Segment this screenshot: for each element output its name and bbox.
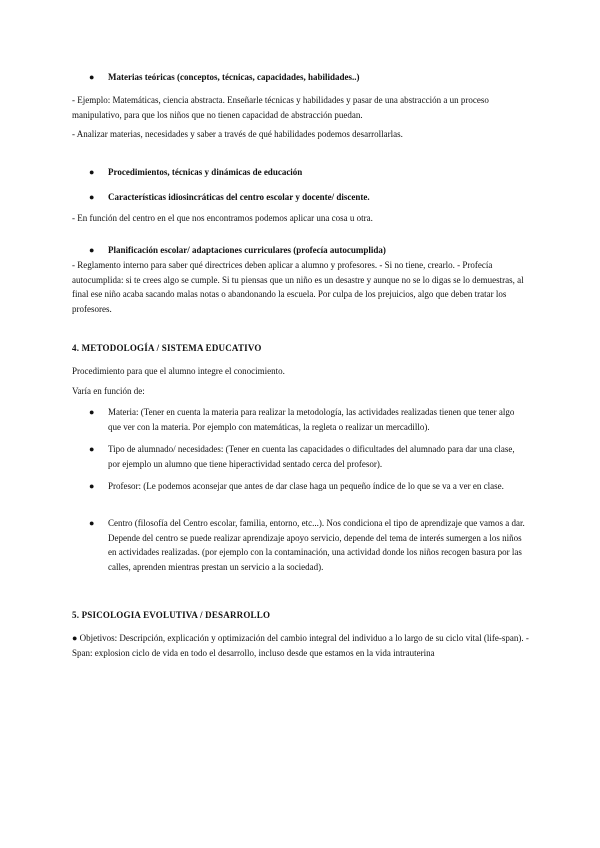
bullet-icon: ● (89, 245, 95, 255)
paragraph-reglamento: - Reglamento interno para saber qué directrices deben aplicar a alumno y profesores. - Si no tiene, crearlo. - Profecía autocumplida: si te crees algo se cumple. Si tu piensas que un niño es un desastre y aunque no se lo digas se lo demuestras, al final ese niño acaba sacando malas notas o abandonando la escuela. Por culpa de los prejuicios, algo que deben tratar los profesores. (72, 260, 524, 314)
paragraph-procedimiento: Procedimiento para que el alumno integre el conocimiento. (72, 366, 285, 376)
bullet-icon: ● (89, 72, 95, 82)
paragraph-ejemplo: - Ejemplo: Matemáticas, ciencia abstracta. Enseñarle técnicas y habilidades y pasar de una abstracción a un proceso manipulativo, para que los niños que no tienen capacidad de abstracción puedan. (72, 95, 489, 120)
paragraph-en-funcion: - En función del centro en el que nos encontramos podemos aplicar una cosa u otra. (72, 213, 373, 223)
paragraph-objetivos: ● Objetivos: Descripción, explicación y optimización del cambio integral del individuo a lo largo de su ciclo vital (life-span). - Span: explosion ciclo de vida en todo el desarrollo, incluso desde que estamos en la vida intrauterina (72, 633, 529, 658)
bullet-caracteristicas: Características idiosincráticas del centro escolar y docente/ discente. (108, 192, 370, 202)
paragraph-analizar: - Analizar materias, necesidades y saber a través de qué habilidades podemos desarrollarlas. (72, 129, 403, 139)
list-item-centro: Centro (filosofía del Centro escolar, familia, entorno, etc...). Nos condiciona el tipo de aprendizaje que vamos a dar. Depende del centro se puede realizar aprendizaje apoyo servicio, depende del tema de interés sumergen a los niños en actividades realizadas. (por ejemplo con la contaminación, una actividad donde los niños recogen basura por las calles, aprenden mientras prestan un servicio a la sociedad). (108, 518, 525, 572)
bullet-planificacion: Planificación escolar/ adaptaciones curriculares (profecía autocumplida) (108, 245, 386, 255)
bullet-icon: ● (89, 481, 95, 491)
bullet-icon: ● (89, 407, 95, 417)
paragraph-varia: Varía en función de: (72, 386, 145, 396)
list-item-materia: Materia: (Tener en cuenta la materia para realizar la metodología, las actividades realizadas tienen que tener algo que ver con la materia. Por ejemplo con matemáticas, la regleta o realizar un mercadillo). (108, 407, 515, 432)
bullet-icon: ● (89, 167, 95, 177)
bullet-icon: ● (89, 192, 95, 202)
bullet-icon: ● (89, 518, 95, 528)
bullet-materias-teoricas: Materias teóricas (conceptos, técnicas, capacidades, habilidades..) (108, 72, 360, 82)
bullet-icon: ● (89, 444, 95, 454)
list-item-tipo-alumnado: Tipo de alumnado/ necesidades: (Tener en cuenta las capacidades o dificultades del alumnado para dar una clase, por ejemplo un alumno que tiene hiperactividad sentado cerca del profesor). (108, 444, 515, 469)
list-item-profesor: Profesor: (Le podemos aconsejar que antes de dar clase haga un pequeño índice de lo que se va a ver en clase. (108, 481, 504, 491)
heading-metodologia: 4. METODOLOGÍA / SISTEMA EDUCATIVO (72, 343, 262, 353)
heading-psicologia-evolutiva: 5. PSICOLOGIA EVOLUTIVA / DESARROLLO (72, 610, 271, 620)
bullet-procedimientos: Procedimientos, técnicas y dinámicas de educación (108, 167, 303, 177)
